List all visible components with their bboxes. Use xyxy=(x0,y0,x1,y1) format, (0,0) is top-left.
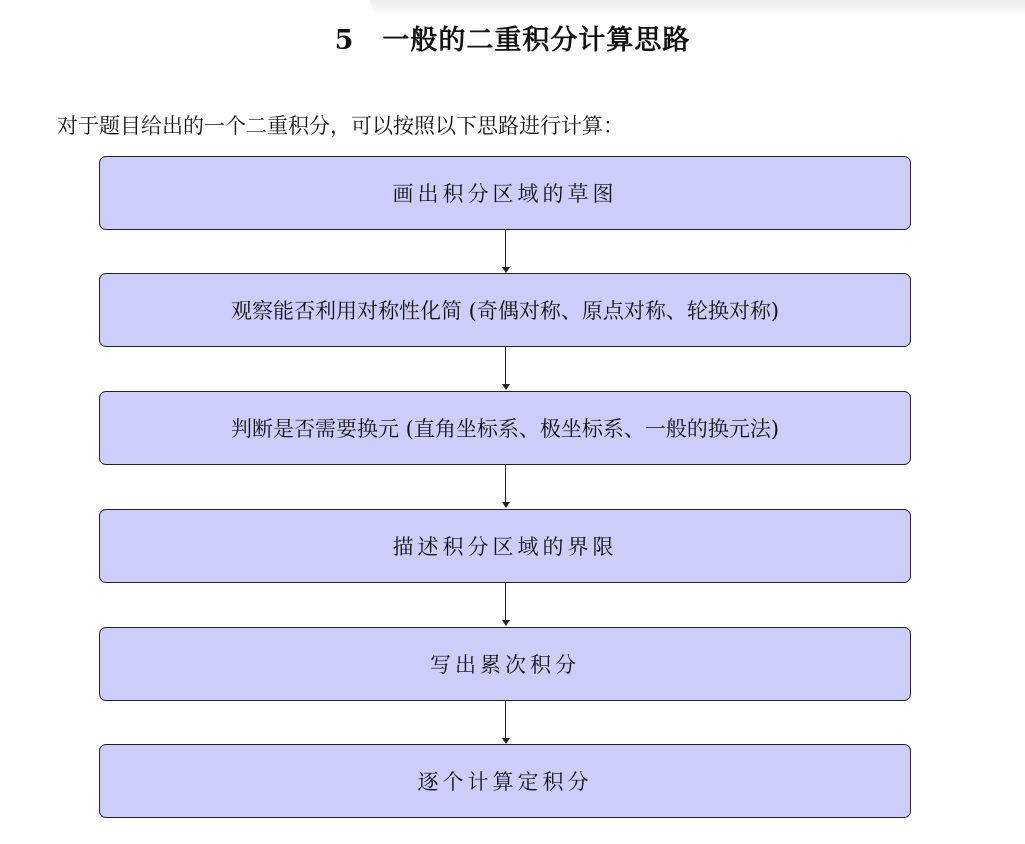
arrow-1-to-2 xyxy=(505,230,506,272)
step-box-5 xyxy=(99,627,911,701)
arrow-3-to-4 xyxy=(505,465,506,507)
arrow-2-to-3 xyxy=(505,347,506,389)
step-label-6: 逐个计算定积分 xyxy=(417,770,593,794)
step-box-2 xyxy=(99,273,911,347)
intro-text: 对于题目给出的一个二重积分，可以按照以下思路进行计算： xyxy=(57,114,624,138)
step-label-2: 观察能否利用对称性化简 (奇偶对称、原点对称、轮换对称) xyxy=(230,299,780,323)
arrow-4-to-5 xyxy=(505,583,506,625)
step-box-1 xyxy=(99,156,911,230)
step-label-1: 画出积分区域的草图 xyxy=(392,182,618,206)
step-label-5: 写出累次积分 xyxy=(430,653,580,677)
step-box-3 xyxy=(99,391,911,465)
step-label-4: 描述积分区域的界限 xyxy=(392,535,618,559)
step-box-6 xyxy=(99,744,911,818)
arrow-5-to-6 xyxy=(505,701,506,743)
section-number: 5 xyxy=(334,25,355,56)
step-box-4 xyxy=(99,509,911,583)
step-label-3: 判断是否需要换元 (直角坐标系、极坐标系、一般的换元法) xyxy=(230,417,780,441)
section-title: 一般的二重积分计算思路 xyxy=(382,25,691,56)
